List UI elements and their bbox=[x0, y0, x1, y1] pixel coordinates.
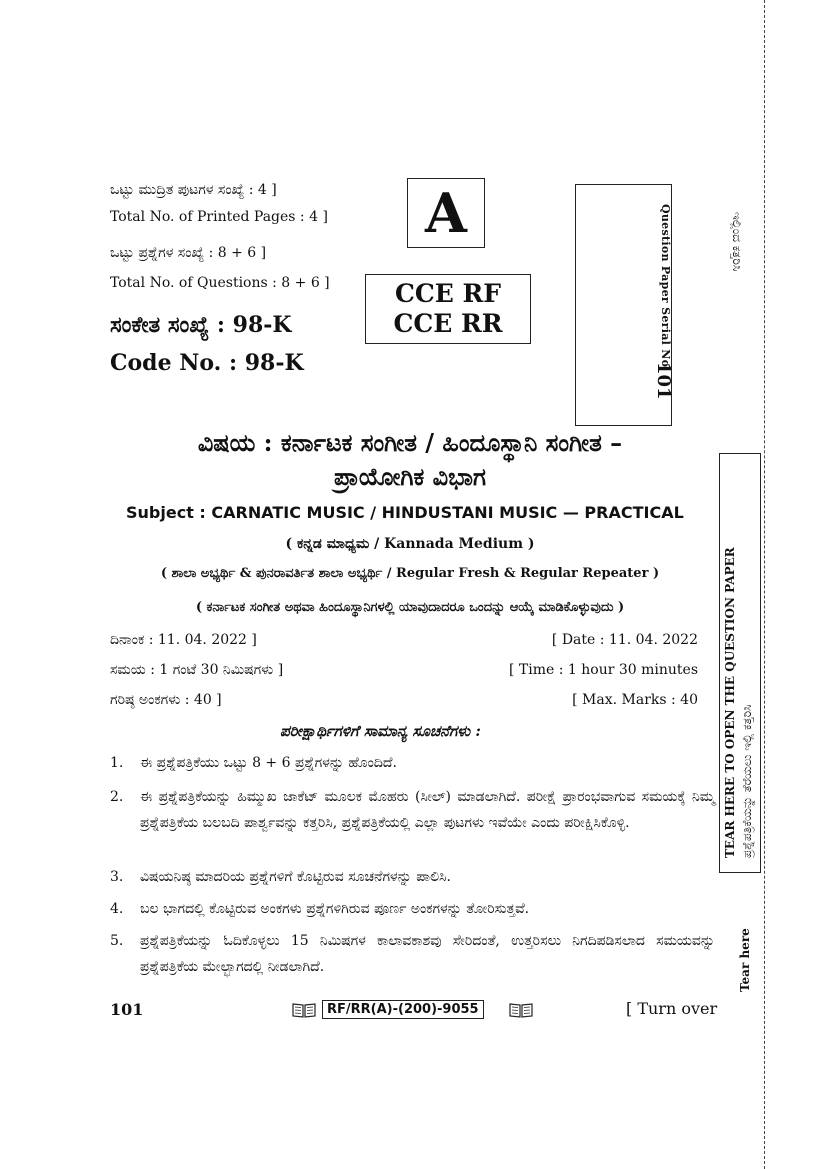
tear-box-label-kn: ಪ್ರಶ್ನೆಪತ್ರಿಕೆಯನ್ನು ತೆರೆಯಲು ಇಲ್ಲಿ ಕತ್ತರಿಸಿ bbox=[740, 704, 754, 858]
date-en: [ Date : 11. 04. 2022 bbox=[551, 632, 698, 648]
instruction-number: 1. bbox=[110, 755, 124, 771]
turn-over: [ Turn over bbox=[626, 999, 718, 1018]
cce-line-2: CCE RR bbox=[393, 309, 503, 338]
choice-line: ( ಕರ್ನಾಟಕ ಸಂಗೀತ ಅಥವಾ ಹಿಂದೂಸ್ಥಾನಿಗಳಲ್ಲಿ ಯಾವುದಾದರೂ ಒಂದನ್ನು ಆಯ್ಕೆ ಮಾಡಿಕೊಳ್ಳುವುದು ) bbox=[195, 600, 625, 615]
book-icon bbox=[292, 1002, 316, 1018]
code-number-en: Code No. : 98-K bbox=[110, 350, 304, 376]
instruction-text: ಬಲ ಭಾಗದಲ್ಲಿ ಕೊಟ್ಟಿರುವ ಅಂಕಗಳು ಪ್ರಶ್ನೆಗಳಿಗಿರುವ ಪೂರ್ಣ ಅಂಕಗಳನ್ನು ತೋರಿಸುತ್ತವೆ. bbox=[140, 901, 530, 917]
instruction-number: 3. bbox=[110, 869, 124, 885]
version-box: A bbox=[407, 178, 485, 248]
total-questions-en: Total No. of Questions : 8 + 6 ] bbox=[110, 275, 330, 291]
time-en: [ Time : 1 hour 30 minutes bbox=[508, 662, 698, 678]
code-number-kn: ಸಂಕೇತ ಸಂಖ್ಯೆ : 98-K bbox=[110, 312, 292, 338]
instruction-text: ಈ ಪ್ರಶ್ನೆಪತ್ರಿಕೆಯು ಒಟ್ಟು 8 + 6 ಪ್ರಶ್ನೆಗಳನ್ನು ಹೊಂದಿದೆ. bbox=[140, 755, 397, 771]
time-kn: ಸಮಯ : 1 ಗಂಟೆ 30 ನಿಮಿಷಗಳು ] bbox=[110, 662, 284, 678]
total-questions-kn: ಒಟ್ಟು ಪ್ರಶ್ನೆಗಳ ಸಂಖ್ಯೆ : 8 + 6 ] bbox=[110, 245, 267, 261]
tear-bottom-label: Tear here bbox=[738, 928, 752, 992]
marks-kn: ಗರಿಷ್ಠ ಅಂಕಗಳು : 40 ] bbox=[110, 692, 222, 708]
cce-box bbox=[365, 274, 531, 344]
instruction-text: ಪ್ರಶ್ನೆಪತ್ರಿಕೆಯನ್ನು ಓದಿಕೊಳ್ಳಲು 15 ನಿಮಿಷಗಳ ಕಾಲಾವಕಾಶವು ಸೇರಿದಂತೆ, ಉತ್ತರಿಸಲು ನಿಗದಿಪಡಿಸಲಾದ ಸಮಯವನ್ನು ಪ್ರಶ್ನೆಪತ್ರಿಕೆಯ ಮೇಲ್ಭಾಗದಲ್ಲಿ ನೀಡಲಾಗಿದೆ. bbox=[140, 933, 715, 975]
candidate-line: ( ಶಾಲಾ ಅಭ್ಯರ್ಥಿ & ಪುನರಾವರ್ತಿತ ಶಾಲಾ ಅಭ್ಯರ್ಥಿ / Regular Fresh & Regular Repeater ) bbox=[160, 566, 660, 581]
footer-page-code: 101 bbox=[110, 1000, 144, 1019]
medium-line: ( ಕನ್ನಡ ಮಾಧ್ಯಮ / Kannada Medium ) bbox=[285, 536, 535, 552]
instruction-text: ವಿಷಯನಿಷ್ಠ ಮಾದರಿಯ ಪ್ರಶ್ನೆಗಳಿಗೆ ಕೊಟ್ಟಿರುವ ಸೂಚನೆಗಳನ್ನು ಪಾಲಿಸಿ. bbox=[140, 869, 451, 885]
subject-kn-line-2: ಪ್ರಾಯೋಗಿಕ ವಿಭಾಗ bbox=[333, 462, 487, 491]
footer-paper-code: RF/RR(A)-(200)-9055 bbox=[322, 1000, 484, 1019]
instruction-number: 5. bbox=[110, 933, 124, 949]
cce-line-1: CCE RF bbox=[394, 279, 502, 308]
marks-en: [ Max. Marks : 40 bbox=[572, 692, 698, 708]
tear-top-label: ಇಲ್ಲಿಂದ ಕತ್ತರಿಸಿ bbox=[730, 212, 744, 272]
book-icon bbox=[509, 1002, 533, 1018]
serial-label: Question Paper Serial No. bbox=[659, 204, 672, 372]
instruction-text: ಈ ಪ್ರಶ್ನೆಪತ್ರಿಕೆಯನ್ನು ಹಿಮ್ಮುಖ ಜಾಕೆಟ್ ಮೂಲಕ ಮೊಹರು (ಸೀಲ್) ಮಾಡಲಾಗಿದೆ. ಪರೀಕ್ಷೆ ಪ್ರಾರಂಭವಾಗುವ ಸಮಯಕ್ಕೆ ನಿಮ್ಮ ಪ್ರಶ್ನೆಪತ್ರಿಕೆಯ ಬಲಬದಿ ಪಾರ್ಶ್ವವನ್ನು ಕತ್ತರಿಸಿ, ಪ್ರಶ್ನೆಪತ್ರಿಕೆಯಲ್ಲಿ ಎಲ್ಲಾ ಪುಟಗಳು ಇವೆಯೇ ಎಂದು ಪರೀಕ್ಷಿಸಿಕೊಳ್ಳಿ. bbox=[140, 789, 715, 831]
instruction-number: 4. bbox=[110, 901, 124, 917]
tear-line bbox=[764, 0, 765, 1169]
instructions-title: ಪರೀಕ್ಷಾರ್ಥಿಗಳಿಗೆ ಸಾಮಾನ್ಯ ಸೂಚನೆಗಳು : bbox=[280, 722, 481, 740]
printed-pages-en: Total No. of Printed Pages : 4 ] bbox=[110, 209, 328, 225]
serial-number: 101 bbox=[653, 362, 674, 400]
subject-kn-line-1: ವಿಷಯ : ಕರ್ನಾಟಕ ಸಂಗೀತ / ಹಿಂದೂಸ್ಥಾನಿ ಸಂಗೀತ – bbox=[197, 428, 623, 457]
printed-pages-kn: ಒಟ್ಟು ಮುದ್ರಿತ ಪುಟಗಳ ಸಂಖ್ಯೆ : 4 ] bbox=[110, 182, 277, 198]
subject-en: Subject : CARNATIC MUSIC / HINDUSTANI MUSIC — PRACTICAL bbox=[126, 503, 684, 522]
instruction-number: 2. bbox=[110, 789, 124, 805]
tear-box-label-en: TEAR HERE TO OPEN THE QUESTION PAPER bbox=[723, 547, 737, 858]
date-kn: ದಿನಾಂಕ : 11. 04. 2022 ] bbox=[110, 632, 257, 648]
